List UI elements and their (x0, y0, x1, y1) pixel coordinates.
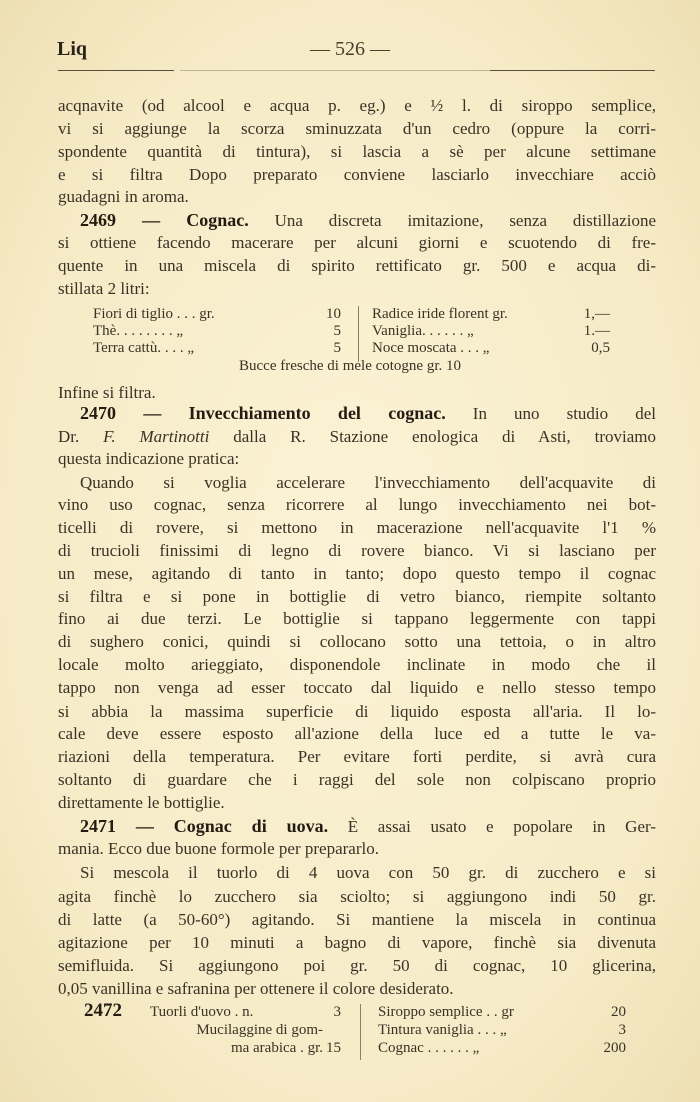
text-segment: mania. Ecco due buone formole per prepararlo. (58, 839, 379, 858)
ingredient-quantity: 20 (611, 1004, 626, 1020)
author-name: F. Martinotti (103, 427, 210, 446)
text-line (58, 233, 656, 253)
ingredient-name: Radice iride florent gr. (372, 306, 508, 322)
text-segment: quente in una miscela di spirito rettificato gr. 500 e acqua di- (58, 256, 656, 275)
text-line (58, 770, 656, 790)
text-line (58, 187, 656, 207)
text-line (58, 165, 656, 185)
text-line (58, 495, 656, 515)
text-line (58, 587, 656, 607)
text-line (58, 887, 656, 907)
text-segment: locale molto arieggiato, disponendole inclinate in modo che il (58, 655, 656, 674)
text-segment: fino ai due terzi. Le bottiglie si tappano leggermente con tappi (58, 609, 656, 628)
text-segment: di sughero conici, quindi si collocano sotto una tettoia, o in altro (58, 632, 656, 651)
text-line (58, 632, 656, 652)
text-segment: tappo non venga ad esser toccato dal liquido e nello stesso tempo (58, 678, 656, 697)
text-segment: di trucioli finissimi di legno di rovere bianco. Vi si lasciano per (58, 541, 656, 560)
text-line (58, 564, 656, 584)
ingredient-name: Siroppo semplice . . gr (378, 1004, 514, 1020)
running-head-section: Liq (57, 38, 88, 60)
text-segment: direttamente le bottiglie. (58, 793, 225, 812)
text-line (58, 383, 656, 403)
text-segment: spondente quantità di tintura), si lascia a sè per alcune settimane (58, 142, 656, 161)
ingredient-quantity: 1.— (583, 323, 610, 339)
text-segment: vi si aggiunge la scorza sminuzzata d'un cedro (oppure la corri- (58, 119, 656, 138)
ingredient-name: Mucilaggine di gom- (196, 1022, 323, 1038)
text-line (58, 518, 656, 538)
text-line (58, 655, 656, 675)
recipe-footer: Bucce fresche di mele cotogne gr. 10 (239, 358, 461, 374)
ingredient-name: Terra cattù. . . . „ (93, 340, 194, 356)
text-segment: È assai usato e popolare in Ger- (328, 817, 656, 836)
ingredient-name: Fiori di tiglio . . . gr. (93, 306, 215, 322)
text-line (58, 979, 656, 999)
ingredient-quantity: 5 (333, 323, 341, 339)
ingredient-quantity: 3 (333, 1004, 341, 1020)
text-line (58, 119, 656, 139)
text-segment: cale deve essere esposto all'azione della luce ed a tutte le va- (58, 724, 656, 743)
ingredient-quantity: 15 (326, 1040, 341, 1056)
text-segment: dalla R. Stazione enologica di Asti, troviamo (209, 427, 657, 446)
text-line (58, 449, 656, 469)
text-line (58, 793, 656, 813)
text-segment: agitazione per 10 minuti a bagno di vapore, finchè sia divenuta (58, 933, 656, 952)
header-rule (58, 70, 174, 71)
column-divider (358, 306, 359, 362)
text-line (58, 256, 656, 276)
text-segment: Si mescola il tuorlo di 4 uova con 50 gr. di zucchero e si (80, 863, 656, 882)
ingredient-quantity: 5 (333, 340, 341, 356)
text-line (58, 933, 656, 953)
entry-heading: 2471 — Cognac di uova. (80, 816, 329, 836)
text-segment: Quando si voglia accelerare l'invecchiamento dell'acquavite di (80, 473, 656, 492)
text-segment: soltanto di guardare che i raggi del sole non colpiscano proprio (58, 770, 656, 789)
text-segment: Infine si filtra. (58, 383, 156, 402)
text-segment: vino uso cognac, senza ricorrere al lungo invecchiamento nei bot- (58, 495, 656, 514)
text-segment: semifluida. Si aggiungono poi gr. 50 di cognac, 10 glicerina, (58, 956, 656, 975)
text-line (58, 747, 656, 767)
header-rule (490, 70, 655, 71)
ingredient-quantity: 3 (618, 1022, 626, 1038)
ingredient-quantity: 1,— (583, 306, 610, 322)
text-line (58, 541, 656, 561)
ingredient-quantity: 0,5 (591, 340, 610, 356)
text-line (80, 403, 656, 424)
text-segment: agita finchè lo zucchero sia sciolto; si aggiungono indi 50 gr. (58, 887, 656, 906)
text-segment: si ottiene facendo macerare per alcuni giorni e scuotendo di fre- (58, 233, 656, 252)
text-segment: e si filtra Dopo preparato conviene lasciarlo invecchiare acciò (58, 165, 656, 184)
text-segment: Una discreta imitazione, senza distillazione (248, 211, 657, 230)
text-segment: riazioni della temperatura. Per evitare forti perdite, si avrà cura (58, 747, 656, 766)
text-segment: Dr. (58, 427, 104, 446)
ingredient-name: Cognac . . . . . . „ (378, 1040, 480, 1056)
text-segment: si abbia la massima superficie di liquido esposta all'aria. Il lo- (58, 702, 656, 721)
text-line (58, 427, 656, 447)
text-line (58, 910, 656, 930)
text-segment: In uno studio del (445, 404, 656, 423)
text-line (80, 473, 656, 493)
text-line (58, 279, 656, 299)
ingredient-quantity: 10 (326, 306, 341, 322)
ingredient-name: ma arabica . gr. (230, 1040, 323, 1056)
ingredient-name: Noce moscata . . . „ (372, 340, 490, 356)
text-segment: acqnavite (od alcool e acqua p. eg.) e ½ l. di siroppo semplice, (58, 96, 656, 115)
column-divider (360, 1004, 361, 1060)
text-line (58, 609, 656, 629)
page-number: — 526 — (310, 38, 390, 60)
recipe-number: 2472 (84, 1000, 122, 1021)
text-segment: 0,05 vanillina e safranina per ottenere il colore desiderato. (58, 979, 454, 998)
entry-heading: 2469 — Cognac. (80, 210, 249, 230)
text-line (58, 678, 656, 698)
entry-heading: 2470 — Invecchiamento del cognac. (80, 403, 446, 423)
ingredient-name: Tuorli d'uovo . n. (150, 1004, 254, 1020)
text-line (58, 142, 656, 162)
ingredient-name: Thè. . . . . . . . „ (93, 323, 183, 339)
text-segment: stillata 2 litri: (58, 279, 150, 298)
ingredient-quantity: 200 (603, 1040, 626, 1056)
text-line (80, 863, 656, 883)
text-line (58, 956, 656, 976)
text-line (58, 839, 656, 859)
text-segment: si filtra e si pone in bottiglie di vetro bianco, riempite soltanto (58, 587, 656, 606)
ingredient-name: Tintura vaniglia . . . „ (378, 1022, 507, 1038)
text-line (80, 210, 656, 231)
text-segment: questa indicazione pratica: (58, 449, 240, 468)
text-line (58, 724, 656, 744)
text-line (58, 96, 656, 116)
ingredient-name: Vaniglia. . . . . . „ (372, 323, 474, 339)
text-segment: guadagni in aroma. (58, 187, 189, 206)
text-segment: di latte (a 50-60°) agitando. Si mantiene la miscela in continua (58, 910, 656, 929)
text-line (80, 816, 656, 837)
text-segment: ticelli di rovere, si mettono in macerazione nell'acquavite l'1 % (58, 518, 656, 537)
text-segment: un mese, agitando di tanto in tanto; dopo questo tempo il cognac (58, 564, 656, 583)
text-line (58, 702, 656, 722)
